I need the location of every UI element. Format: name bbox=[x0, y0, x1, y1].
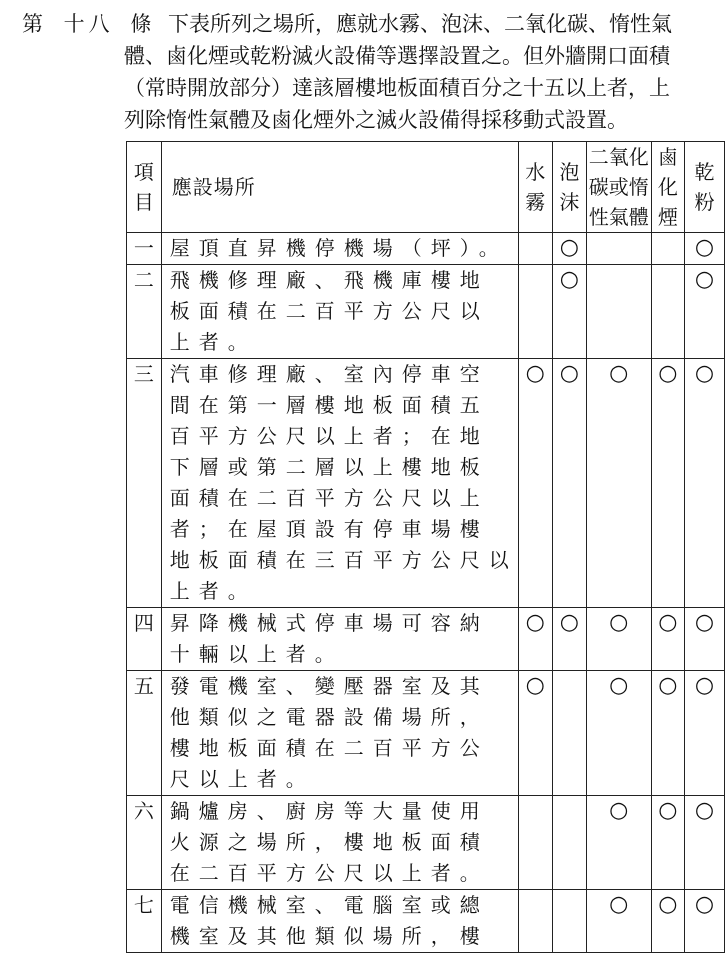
header-item bbox=[127, 142, 162, 233]
cell-dry-powder bbox=[685, 233, 725, 265]
place-text-line: 他類似之電器設備場所， bbox=[169, 705, 489, 729]
cell-halogenated bbox=[651, 671, 684, 796]
cell-dry-powder bbox=[685, 608, 725, 671]
header-item-text: 項 bbox=[133, 160, 154, 184]
place-text-line: 鍋爐房、廚房等大量使用 bbox=[169, 799, 489, 823]
cell-water-mist bbox=[518, 359, 552, 608]
header-place: 應設場所 bbox=[161, 142, 518, 233]
circle-mark-icon: ○ bbox=[559, 610, 579, 635]
table-row bbox=[127, 890, 725, 953]
cell-halogenated bbox=[651, 608, 684, 671]
row-place bbox=[161, 671, 518, 796]
place-text-line: 發電機室、變壓器室及其 bbox=[169, 674, 489, 698]
circle-mark-icon: ○ bbox=[694, 267, 715, 292]
article-text-line: （常時開放部分）達該層樓地板面積百分之十五以上者，上 bbox=[124, 76, 670, 100]
header-text: 碳或惰 bbox=[588, 175, 649, 199]
header-co2-inert-gas bbox=[586, 142, 651, 233]
place-text-line: 板面積在二百平方公尺以 bbox=[169, 299, 489, 323]
cell-halogenated bbox=[651, 359, 684, 608]
cell-water-mist bbox=[518, 890, 552, 953]
circle-mark-icon: ○ bbox=[609, 673, 629, 698]
cell-water-mist bbox=[518, 233, 552, 265]
circle-mark-icon: ○ bbox=[658, 673, 678, 698]
cell-co2-inert-gas bbox=[586, 233, 651, 265]
circle-mark-icon: ○ bbox=[609, 798, 629, 823]
circle-mark-icon: ○ bbox=[559, 235, 579, 260]
circle-mark-icon: ○ bbox=[694, 798, 715, 823]
header-text: 泡 bbox=[559, 160, 580, 184]
circle-mark-icon: ○ bbox=[559, 267, 579, 292]
cell-co2-inert-gas bbox=[586, 359, 651, 608]
cell-halogenated bbox=[651, 233, 684, 265]
cell-foam bbox=[552, 796, 586, 890]
place-text-line: 上者。 bbox=[169, 579, 257, 603]
place-text-line: 面積在二百平方公尺以上 bbox=[169, 486, 489, 510]
circle-mark-icon: ○ bbox=[694, 892, 715, 917]
cell-water-mist bbox=[518, 796, 552, 890]
cell-dry-powder bbox=[685, 265, 725, 359]
circle-mark-icon: ○ bbox=[525, 673, 545, 698]
place-text-line: 在二百平方公尺以上者。 bbox=[169, 861, 489, 885]
circle-mark-icon: ○ bbox=[658, 798, 678, 823]
header-text: 粉 bbox=[694, 190, 715, 214]
row-number: 三 bbox=[127, 359, 162, 608]
cell-water-mist bbox=[518, 608, 552, 671]
table-row bbox=[127, 796, 725, 890]
cell-halogenated bbox=[651, 890, 684, 953]
place-text-line: 電信機械室、電腦室或總 bbox=[169, 893, 489, 917]
place-text-line: 火源之場所，樓地板面積 bbox=[169, 830, 489, 854]
header-water-mist bbox=[518, 142, 552, 233]
place-text-line: 機室及其他類似場所，樓 bbox=[169, 924, 489, 948]
row-number: 七 bbox=[127, 890, 162, 953]
header-text: 化 bbox=[657, 175, 678, 199]
cell-dry-powder bbox=[685, 671, 725, 796]
cell-foam bbox=[552, 890, 586, 953]
place-text-line: 地板面積在三百平方公尺以 bbox=[169, 548, 518, 572]
place-text-line: 上者。 bbox=[169, 330, 257, 354]
place-text-line: 尺以上者。 bbox=[169, 767, 315, 791]
place-text-line: 汽車修理廠、室內停車空 bbox=[169, 362, 489, 386]
row-place bbox=[161, 233, 518, 265]
circle-mark-icon: ○ bbox=[609, 610, 629, 635]
place-text-line: 樓地板面積在二百平方公 bbox=[169, 736, 489, 760]
circle-mark-icon: ○ bbox=[658, 610, 678, 635]
cell-co2-inert-gas bbox=[586, 890, 651, 953]
table-row bbox=[127, 608, 725, 671]
row-number: 一 bbox=[127, 233, 162, 265]
circle-mark-icon: ○ bbox=[694, 610, 715, 635]
circle-mark-icon: ○ bbox=[559, 361, 579, 386]
place-text-line: 百平方公尺以上者；在地 bbox=[169, 424, 489, 448]
circle-mark-icon: ○ bbox=[694, 673, 715, 698]
article-text-line: 下表所列之場所，應就水霧、泡沫、二氧化碳、惰性氣 bbox=[168, 12, 672, 36]
header-text: 乾 bbox=[694, 160, 715, 184]
table-row bbox=[127, 233, 725, 265]
circle-mark-icon: ○ bbox=[694, 235, 715, 260]
cell-foam bbox=[552, 608, 586, 671]
header-text: 水 bbox=[525, 160, 546, 184]
row-number: 四 bbox=[127, 608, 162, 671]
cell-dry-powder bbox=[685, 890, 725, 953]
circle-mark-icon: ○ bbox=[609, 361, 629, 386]
row-place bbox=[161, 608, 518, 671]
cell-water-mist bbox=[518, 265, 552, 359]
header-text: 霧 bbox=[525, 190, 546, 214]
cell-water-mist bbox=[518, 671, 552, 796]
header-text: 煙 bbox=[657, 205, 678, 229]
header-text: 性氣體 bbox=[588, 205, 649, 229]
row-place bbox=[161, 890, 518, 953]
place-text-line: 昇降機械式停車場可容納 bbox=[169, 611, 489, 635]
cell-foam bbox=[552, 671, 586, 796]
cell-co2-inert-gas bbox=[586, 796, 651, 890]
place-text-line: 間在第一層樓地板面積五 bbox=[169, 393, 489, 417]
cell-dry-powder bbox=[685, 359, 725, 608]
circle-mark-icon: ○ bbox=[525, 610, 545, 635]
article-text-line: 列除惰性氣體及鹵化煙外之滅火設備得採移動式設置。 bbox=[124, 108, 628, 132]
row-number: 二 bbox=[127, 265, 162, 359]
cell-foam bbox=[552, 265, 586, 359]
article-text-line: 體、鹵化煙或乾粉滅火設備等選擇設置之。但外牆開口面積 bbox=[124, 44, 670, 68]
header-row bbox=[127, 142, 725, 233]
row-place bbox=[161, 796, 518, 890]
table-row bbox=[127, 359, 725, 608]
cell-halogenated bbox=[651, 265, 684, 359]
row-place bbox=[161, 359, 518, 608]
extinguishing-equipment-table bbox=[126, 141, 725, 953]
row-place bbox=[161, 265, 518, 359]
header-foam bbox=[552, 142, 586, 233]
cell-halogenated bbox=[651, 796, 684, 890]
place-text-line: 下層或第二層以上樓地板 bbox=[169, 455, 489, 479]
header-text: 二氧化 bbox=[588, 145, 649, 169]
cell-foam bbox=[552, 233, 586, 265]
circle-mark-icon: ○ bbox=[525, 361, 545, 386]
circle-mark-icon: ○ bbox=[658, 361, 678, 386]
header-text: 鹵 bbox=[657, 145, 678, 169]
cell-co2-inert-gas bbox=[586, 608, 651, 671]
header-halogenated bbox=[651, 142, 684, 233]
cell-co2-inert-gas bbox=[586, 265, 651, 359]
place-text-line: 屋頂直昇機停機場（坪）。 bbox=[169, 236, 508, 260]
header-dry-powder bbox=[685, 142, 725, 233]
place-text-line: 飛機修理廠、飛機庫樓地 bbox=[169, 268, 489, 292]
circle-mark-icon: ○ bbox=[694, 361, 715, 386]
table-row bbox=[127, 671, 725, 796]
table-row bbox=[127, 265, 725, 359]
row-number: 五 bbox=[127, 671, 162, 796]
circle-mark-icon: ○ bbox=[609, 892, 629, 917]
article-number: 第 十八 條 bbox=[22, 12, 156, 36]
cell-dry-powder bbox=[685, 796, 725, 890]
header-text: 沫 bbox=[559, 190, 580, 214]
row-number: 六 bbox=[127, 796, 162, 890]
cell-co2-inert-gas bbox=[586, 671, 651, 796]
place-text-line: 十輛以上者。 bbox=[169, 642, 344, 666]
header-item-text: 目 bbox=[133, 190, 154, 214]
circle-mark-icon: ○ bbox=[658, 892, 678, 917]
cell-foam bbox=[552, 359, 586, 608]
place-text-line: 者；在屋頂設有停車場樓 bbox=[169, 517, 489, 541]
